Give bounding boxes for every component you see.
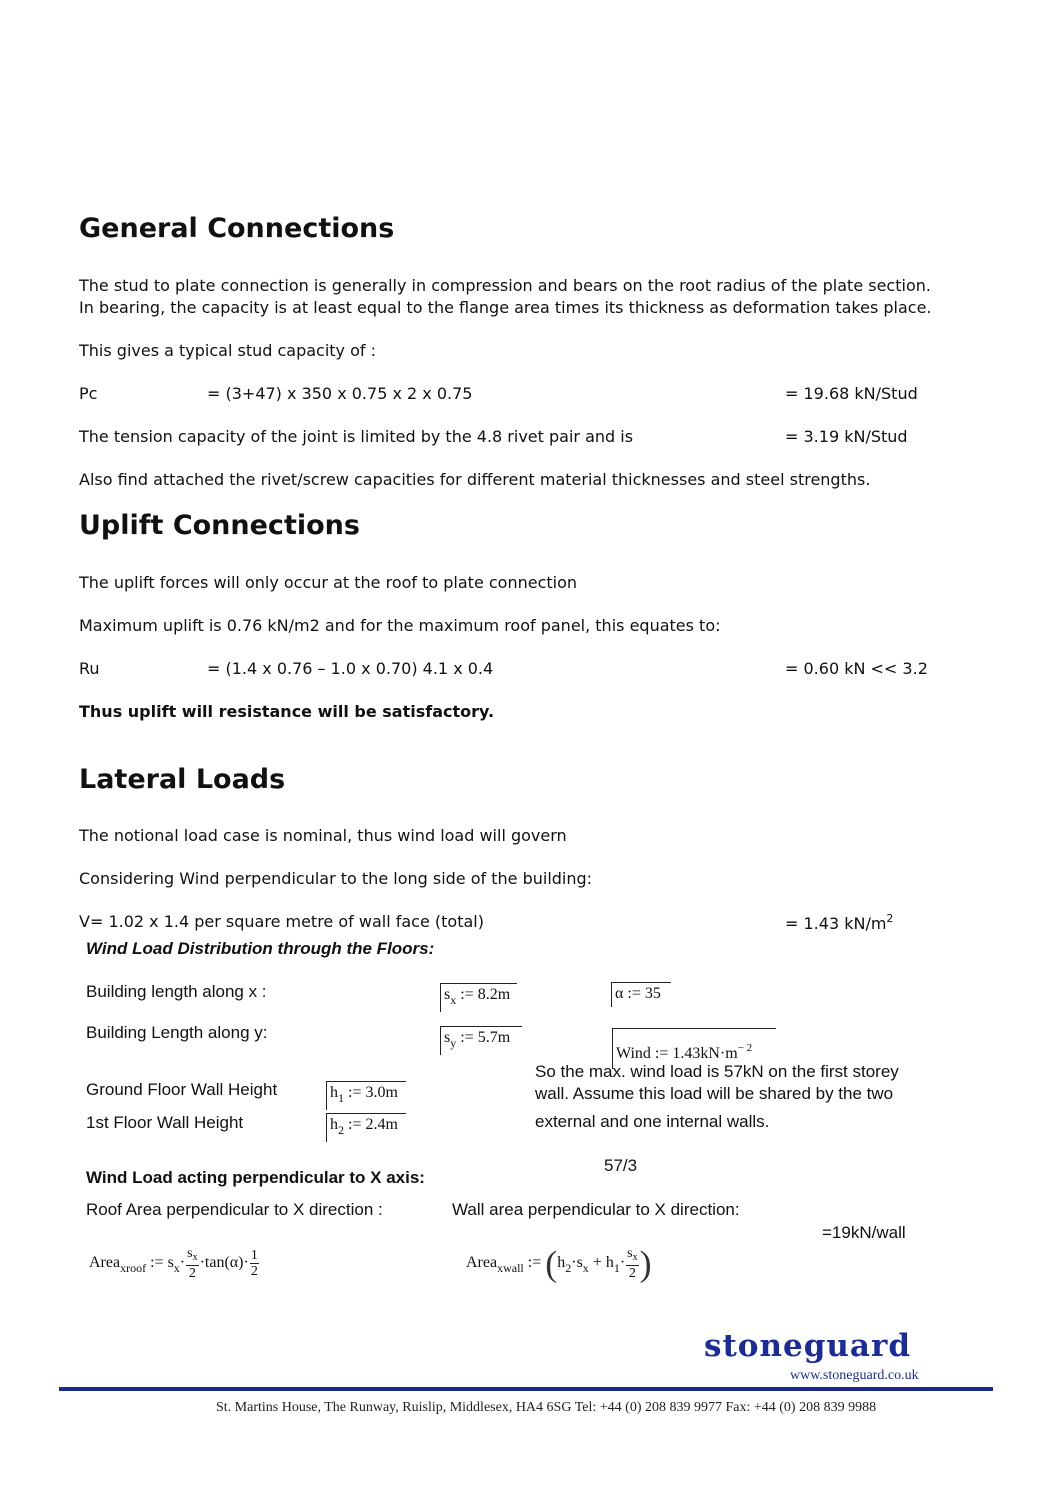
ground-floor-label: Ground Floor Wall Height [86, 1080, 278, 1099]
alpha-definition: α := 35 [611, 982, 671, 1007]
footer-rule [59, 1387, 993, 1391]
length-x-label: Building length along x : [86, 982, 267, 1001]
website-link[interactable]: www.stoneguard.co.uk [790, 1368, 919, 1383]
general-para-line1: The stud to plate connection is generally in compression and bears on the root radius of the plate section. [79, 276, 931, 295]
also-text: Also find attached the rivet/screw capacities for different material thicknesses and steel strengths. [79, 470, 871, 489]
ru-result: = 0.60 kN << 3.2 [785, 659, 928, 678]
wind-note-line3: external and one internal walls. [535, 1112, 770, 1131]
roof-area-formula: Area$_{xroof}$ := $s_x\cdot$ $\frac{s_x}{2}$ ·tan(α)· $\frac{1}{2}$ [89, 1245, 258, 1281]
footer-address: St. Martins House, The Runway, Ruislip, Middlesex, HA4 6SG Tel: +44 (0) 208 839 9977 Fax: +44 (0) 208 839 9988 [216, 1400, 877, 1415]
ru-expression: = (1.4 x 0.76 – 1.0 x 0.70) 4.1 x 0.4 [207, 659, 494, 678]
lateral-para2: Considering Wind perpendicular to the long side of the building: [79, 869, 593, 888]
uplift-conclusion: Thus uplift will resistance will be satisfactory. [79, 702, 495, 721]
general-para-line2: In bearing, the capacity is at least equal to the flange area times its thickness as deformation takes place. [79, 298, 932, 317]
lateral-para1: The notional load case is nominal, thus wind load will govern [79, 826, 567, 845]
pc-label: Pc [79, 384, 98, 403]
wind-note-line2: wall. Assume this load will be shared by the two [535, 1084, 894, 1103]
h1-definition: $h_1$ := 3.0m [326, 1081, 406, 1110]
uplift-connections-heading: Uplift Connections [79, 510, 360, 541]
first-floor-label: 1st Floor Wall Height [86, 1113, 244, 1132]
load-ratio: 57/3 [604, 1156, 638, 1175]
tension-result: = 3.19 kN/Stud [785, 427, 908, 446]
v-expression: V= 1.02 x 1.4 per square metre of wall face (total) [79, 912, 484, 931]
wall-area-label: Wall area perpendicular to X direction: [452, 1200, 740, 1219]
sy-definition: $s_y$ := 5.7m [440, 1026, 522, 1055]
load-per-wall: =19kN/wall [822, 1223, 906, 1242]
general-connections-heading: General Connections [79, 213, 395, 244]
ru-label: Ru [79, 659, 100, 678]
uplift-para1: The uplift forces will only occur at the roof to plate connection [79, 573, 578, 592]
roof-area-label: Roof Area perpendicular to X direction : [86, 1200, 383, 1219]
sx-definition: $s_x$ := 8.2m [440, 983, 517, 1012]
stoneguard-logo: stoneguard [704, 1328, 912, 1364]
length-y-label: Building Length along y: [86, 1023, 268, 1042]
perpendicular-x-title: Wind Load acting perpendicular to X axis: [86, 1168, 425, 1187]
v-result-value: = 1.43 kN/m [785, 914, 887, 933]
v-result-exponent: 2 [886, 912, 894, 925]
wind-pressure-definition: Wind := $1.43kN\cdot m^{- 2}$ [612, 1028, 776, 1069]
lateral-loads-heading: Lateral Loads [79, 764, 286, 795]
wall-area-formula: Area$_{xwall}$ := ($h_2\cdot s_x + h_1\cdot$ $\frac{s_x}{2}$ ) [466, 1243, 652, 1284]
pc-result: = 19.68 kN/Stud [785, 384, 918, 403]
v-result [785, 912, 893, 933]
uplift-para2: Maximum uplift is 0.76 kN/m2 and for the maximum roof panel, this equates to: [79, 616, 721, 635]
wind-distribution-title: Wind Load Distribution through the Floors: [86, 939, 435, 958]
general-para2: This gives a typical stud capacity of : [79, 341, 377, 360]
pc-expression: = (3+47) x 350 x 0.75 x 2 x 0.75 [207, 384, 473, 403]
wind-note-line1: So the max. wind load is 57kN on the first storey [535, 1062, 899, 1081]
tension-text: The tension capacity of the joint is limited by the 4.8 rivet pair and is [79, 427, 634, 446]
h2-definition: $h_2$ := 2.4m [326, 1113, 406, 1142]
